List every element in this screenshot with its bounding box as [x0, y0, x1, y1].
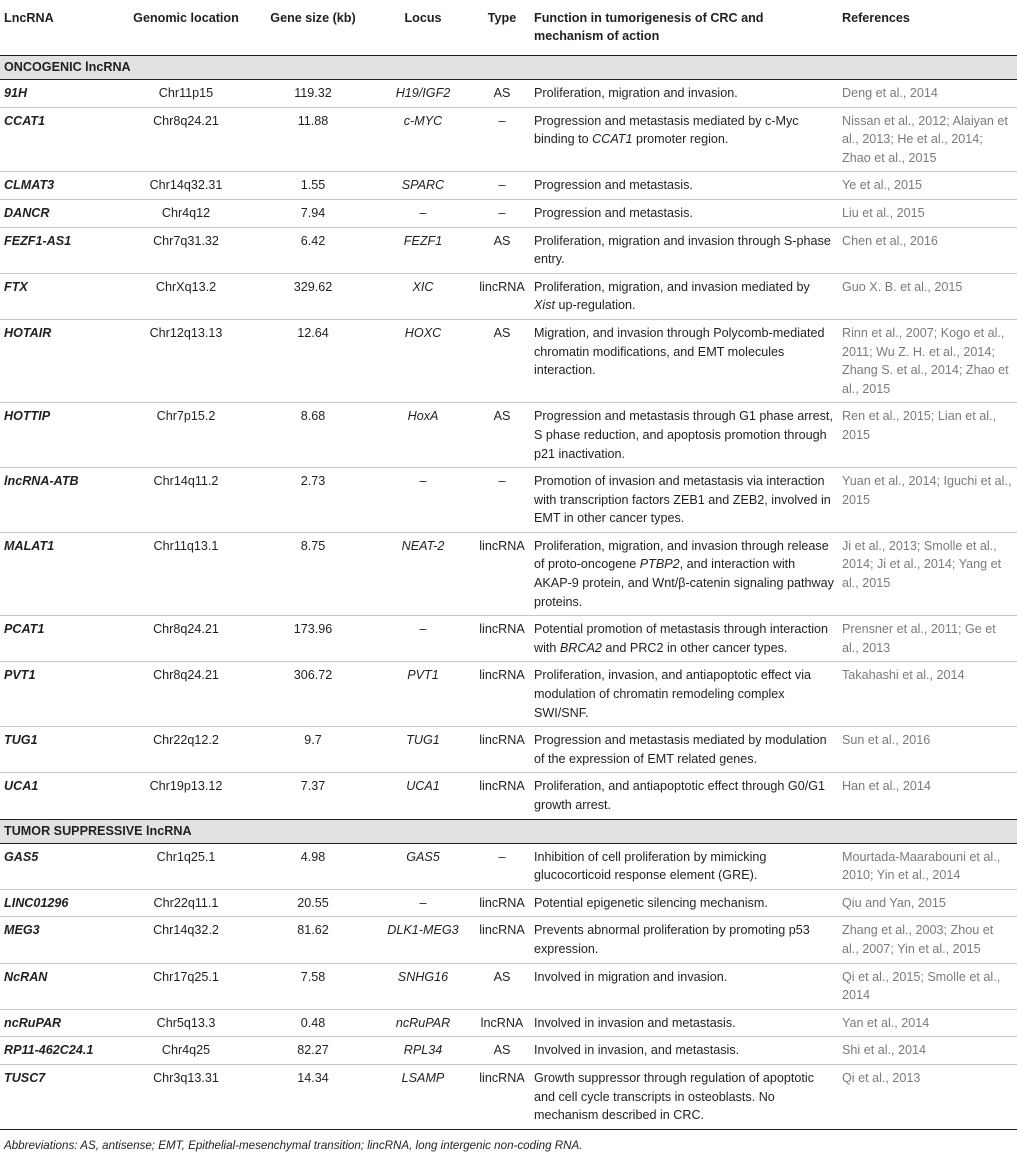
- function-text: Xist: [534, 298, 555, 313]
- gene-size: 7.58: [300, 969, 326, 984]
- type: lincRNA: [479, 895, 525, 910]
- locus: SPARC: [401, 178, 445, 193]
- lncrna-name: ncRuPAR: [4, 1015, 62, 1030]
- references: Yan et al., 2014: [842, 1015, 930, 1030]
- genomic-location: Chr1q25.1: [156, 849, 216, 864]
- genomic-location: Chr4q25: [161, 1043, 211, 1058]
- locus: PVT1: [407, 668, 439, 683]
- function-text: Progression and metastasis through G1 phase arrest, S phase reduction, and apoptosis promotion through p21 inactivation.: [534, 409, 833, 461]
- section-title: ONCOGENIC lncRNA: [0, 56, 1017, 80]
- function-text: , and interaction with AKAP-9 protein, and Wnt/β-catenin signaling pathway proteins.: [534, 557, 834, 609]
- header-function: Function in tumorigenesis of CRC and mechanism of action: [534, 11, 764, 43]
- section-title: TUMOR SUPPRESSIVE lncRNA: [0, 819, 1017, 843]
- references: Zhang et al., 2003; Zhou et al., 2007; Yin et al., 2015: [842, 923, 994, 956]
- function-text: Proliferation, migration, and invasion through release of proto-oncogene: [534, 538, 829, 572]
- table-row: [0, 172, 1017, 200]
- gene-size: 20.55: [297, 895, 329, 910]
- type: –: [498, 205, 506, 220]
- gene-size: 82.27: [297, 1043, 329, 1058]
- references: Takahashi et al., 2014: [842, 668, 965, 683]
- locus: XIC: [412, 279, 434, 294]
- type: lincRNA: [479, 923, 525, 938]
- type: –: [498, 113, 506, 128]
- function-text: Involved in invasion and metastasis.: [534, 1015, 736, 1030]
- type: lincRNA: [479, 279, 525, 294]
- gene-size: 119.32: [294, 86, 332, 100]
- references: Rinn et al., 2007; Kogo et al., 2011; Wu Z. H. et al., 2014; Zhang S. et al., 2014; Zhao et al., 2015: [842, 325, 1009, 396]
- genomic-location: Chr7q31.32: [153, 233, 219, 248]
- table-row: [0, 403, 1017, 468]
- lncrna-name: HOTTIP: [4, 409, 51, 424]
- table-body: [0, 56, 1017, 1130]
- table-row: [0, 889, 1017, 917]
- lncrna-name: lncRNA-ATB: [4, 474, 79, 489]
- references: Ye et al., 2015: [842, 178, 923, 193]
- lncrna-name: FTX: [4, 279, 28, 294]
- header-row: [0, 0, 1017, 56]
- locus: NEAT-2: [401, 538, 445, 553]
- gene-size: 1.55: [300, 178, 326, 193]
- function-description: [530, 1064, 838, 1129]
- type: AS: [493, 325, 511, 340]
- locus: DLK1-MEG3: [387, 923, 459, 938]
- function-text: Proliferation, migration and invasion.: [534, 86, 738, 100]
- locus: RPL34: [403, 1043, 443, 1058]
- function-text: Proliferation, migration and invasion through S-phase entry.: [534, 233, 831, 267]
- genomic-location: Chr11q13.1: [153, 538, 219, 553]
- type: lincRNA: [479, 668, 525, 683]
- locus: –: [419, 474, 427, 489]
- references: Mourtada-Maarabouni et al., 2010; Yin et al., 2014: [842, 849, 1001, 883]
- function-description: [530, 199, 838, 227]
- function-description: [530, 616, 838, 662]
- header-gene-size: Gene size (kb): [270, 11, 356, 25]
- table-row: [0, 1037, 1017, 1065]
- gene-size: 81.62: [297, 923, 329, 938]
- header-type: Type: [487, 11, 517, 25]
- locus: ncRuPAR: [395, 1015, 451, 1030]
- lncrna-name: RP11-462C24.1: [4, 1043, 94, 1058]
- function-text: Progression and metastasis mediated by c-Myc binding to: [534, 113, 799, 147]
- function-text: Involved in invasion, and metastasis.: [534, 1043, 740, 1058]
- references: Prensner et al., 2011; Ge et al., 2013: [842, 622, 996, 655]
- type: AS: [493, 1043, 511, 1058]
- gene-size: 0.48: [300, 1015, 326, 1030]
- references: Qi et al., 2015; Smolle et al., 2014: [842, 969, 1001, 1003]
- genomic-location: Chr22q11.1: [153, 895, 219, 910]
- locus: LSAMP: [401, 1070, 445, 1085]
- lncrna-name: CCAT1: [4, 113, 46, 128]
- gene-size: 7.37: [300, 779, 326, 794]
- locus: –: [419, 895, 427, 910]
- function-description: [530, 773, 838, 819]
- genomic-location: Chr14q11.2: [153, 474, 219, 489]
- lncrna-name: LINC01296: [4, 895, 69, 910]
- header-references: References: [842, 11, 910, 25]
- function-description: [530, 532, 838, 615]
- genomic-location: Chr17q25.1: [153, 969, 219, 984]
- type: lncRNA: [480, 1015, 524, 1030]
- lncrna-name: TUSC7: [4, 1070, 46, 1085]
- function-description: [530, 227, 838, 273]
- table-row: [0, 662, 1017, 727]
- function-description: [530, 917, 838, 963]
- table-row: [0, 107, 1017, 172]
- lncrna-name: HOTAIR: [4, 325, 52, 340]
- references: Ren et al., 2015; Lian et al., 2015: [842, 409, 997, 442]
- function-text: Prevents abnormal proliferation by promoting p53 expression.: [534, 923, 810, 956]
- genomic-location: Chr19p13.12: [149, 779, 223, 794]
- function-text: promoter region.: [632, 132, 729, 147]
- locus: GAS5: [406, 849, 440, 864]
- references: Guo X. B. et al., 2015: [842, 279, 963, 294]
- function-description: [530, 963, 838, 1009]
- function-description: [530, 319, 838, 402]
- function-description: [530, 403, 838, 468]
- locus: FEZF1: [403, 233, 443, 248]
- lncrna-name: MALAT1: [4, 538, 55, 553]
- function-text: up-regulation.: [555, 298, 636, 313]
- genomic-location: Chr14q32.31: [149, 178, 223, 193]
- function-text: Inhibition of cell proliferation by mimicking glucocorticoid response element (GRE).: [534, 849, 767, 883]
- genomic-location: Chr12q13.13: [149, 325, 223, 340]
- genomic-location: Chr8q24.21: [153, 113, 219, 128]
- lncrna-name: MEG3: [4, 923, 40, 938]
- references: Nissan et al., 2012; Alaiyan et al., 2013; He et al., 2014; Zhao et al., 2015: [842, 113, 1008, 165]
- lncrna-name: PVT1: [4, 668, 36, 683]
- gene-size: 9.7: [304, 733, 322, 748]
- gene-size: 329.62: [293, 279, 333, 294]
- function-description: [530, 80, 838, 108]
- table-header: [0, 0, 1017, 56]
- references: Qi et al., 2013: [842, 1070, 921, 1085]
- table-row: [0, 1064, 1017, 1129]
- type: lincRNA: [479, 622, 525, 637]
- function-text: Migration, and invasion through Polycomb-mediated chromatin modifications, and EMT molecules interaction.: [534, 325, 825, 378]
- genomic-location: Chr14q32.2: [153, 923, 219, 938]
- references: Yuan et al., 2014; Iguchi et al., 2015: [842, 474, 1012, 507]
- genomic-location: Chr8q24.21: [153, 622, 219, 637]
- function-text: CCAT1: [592, 132, 633, 147]
- lncrna-name: FEZF1-AS1: [4, 233, 72, 248]
- genomic-location: Chr22q12.2: [153, 733, 219, 748]
- table-row: [0, 843, 1017, 889]
- gene-size: 306.72: [293, 668, 333, 683]
- references: Liu et al., 2015: [842, 205, 925, 220]
- locus: –: [419, 622, 427, 637]
- function-description: [530, 107, 838, 172]
- type: AS: [493, 969, 511, 984]
- gene-size: 6.42: [300, 233, 326, 248]
- locus: H19/IGF2: [395, 86, 451, 100]
- function-text: Growth suppressor through regulation of apoptotic and cell cycle transcripts in osteoblasts. No mechanism described in CRC.: [534, 1070, 815, 1123]
- type: –: [498, 178, 506, 193]
- lncrna-name: CLMAT3: [4, 178, 55, 193]
- locus: HoxA: [407, 409, 439, 424]
- type: –: [498, 474, 506, 489]
- type: lincRNA: [479, 733, 525, 748]
- genomic-location: Chr11p15: [158, 86, 214, 100]
- gene-size: 2.73: [300, 474, 326, 489]
- function-description: [530, 172, 838, 200]
- function-text: Proliferation, and antiapoptotic effect through G0/G1 growth arrest.: [534, 779, 826, 812]
- table-row: [0, 199, 1017, 227]
- table-row: [0, 616, 1017, 662]
- gene-size: 14.34: [297, 1070, 329, 1085]
- function-description: [530, 662, 838, 727]
- table-footnote: Abbreviations: AS, antisense; EMT, Epithelial-mesenchymal transition; lincRNA, long intergenic non-coding RNA.: [4, 1138, 583, 1152]
- references: Chen et al., 2016: [842, 233, 938, 248]
- function-text: Potential promotion of metastasis through interaction with: [534, 622, 829, 655]
- function-description: [530, 843, 838, 889]
- header-lncrna: LncRNA: [4, 11, 54, 25]
- type: lincRNA: [479, 779, 525, 794]
- references: Shi et al., 2014: [842, 1043, 927, 1058]
- references: Qiu and Yan, 2015: [842, 895, 946, 910]
- table-row: [0, 532, 1017, 615]
- gene-size: 4.98: [300, 849, 326, 864]
- type: –: [498, 849, 506, 864]
- table-row: [0, 227, 1017, 273]
- table-row: [0, 319, 1017, 402]
- function-text: BRCA2: [559, 640, 602, 655]
- lncrna-name: 91H: [4, 86, 28, 100]
- function-text: Involved in migration and invasion.: [534, 969, 728, 984]
- function-text: PTBP2: [639, 557, 680, 572]
- references: Han et al., 2014: [842, 779, 931, 794]
- lncrna-name: GAS5: [4, 849, 39, 864]
- type: AS: [493, 409, 511, 424]
- header-genomic-location: Genomic location: [133, 11, 239, 25]
- section-row: [0, 56, 1017, 80]
- lncrna-name: DANCR: [4, 205, 50, 220]
- function-description: [530, 1037, 838, 1065]
- genomic-location: Chr7p15.2: [156, 409, 216, 424]
- header-locus: Locus: [404, 11, 442, 25]
- genomic-location: ChrXq13.2: [155, 279, 217, 294]
- function-description: [530, 273, 838, 319]
- function-description: [530, 468, 838, 533]
- table-row: [0, 80, 1017, 108]
- locus: TUG1: [406, 733, 440, 748]
- function-text: Potential epigenetic silencing mechanism.: [534, 895, 768, 910]
- gene-size: 12.64: [297, 325, 329, 340]
- lncrna-name: UCA1: [4, 779, 39, 794]
- type: lincRNA: [479, 538, 525, 553]
- type: AS: [493, 86, 511, 100]
- locus: UCA1: [406, 779, 440, 794]
- lncrna-name: TUG1: [4, 733, 38, 748]
- function-text: Proliferation, invasion, and antiapoptotic effect via modulation of chromatin remodeling complex SWI/SNF.: [534, 668, 812, 720]
- section-row: [0, 819, 1017, 843]
- function-text: Progression and metastasis.: [534, 178, 693, 193]
- references: Deng et al., 2014: [842, 86, 938, 100]
- table-row: [0, 468, 1017, 533]
- gene-size: 8.75: [300, 538, 326, 553]
- table-row: [0, 773, 1017, 819]
- table-row: [0, 727, 1017, 773]
- genomic-location: Chr5q13.3: [156, 1015, 216, 1030]
- table-row: [0, 917, 1017, 963]
- locus: c-MYC: [403, 113, 443, 128]
- function-text: and PRC2 in other cancer types.: [601, 640, 788, 655]
- function-description: [530, 1009, 838, 1037]
- references: Ji et al., 2013; Smolle et al., 2014; Ji et al., 2014; Yang et al., 2015: [842, 538, 1002, 591]
- function-text: Progression and metastasis.: [534, 205, 693, 220]
- locus: HOXC: [404, 325, 442, 340]
- type: AS: [493, 233, 511, 248]
- genomic-location: Chr4q12: [161, 205, 211, 220]
- gene-size: 8.68: [300, 409, 326, 424]
- type: lincRNA: [479, 1070, 525, 1085]
- lncrna-name: NcRAN: [4, 969, 48, 984]
- table-row: [0, 963, 1017, 1009]
- references: Sun et al., 2016: [842, 733, 931, 748]
- function-text: Proliferation, migration, and invasion mediated by: [534, 279, 810, 294]
- genomic-location: Chr8q24.21: [153, 668, 219, 683]
- table-row: [0, 273, 1017, 319]
- locus: SNHG16: [397, 969, 449, 984]
- function-description: [530, 727, 838, 773]
- gene-size: 7.94: [300, 205, 326, 220]
- function-text: Progression and metastasis mediated by modulation of the expression of EMT related genes.: [534, 733, 827, 766]
- function-text: Promotion of invasion and metastasis via interaction with transcription factors ZEB1 and ZEB2, involved in EMT in other cancer types.: [534, 474, 831, 526]
- gene-size: 173.96: [293, 622, 333, 637]
- function-description: [530, 889, 838, 917]
- gene-size: 11.88: [297, 113, 329, 128]
- genomic-location: Chr3q13.31: [153, 1070, 219, 1085]
- table-row: [0, 1009, 1017, 1037]
- lncrna-name: PCAT1: [4, 622, 45, 637]
- locus: –: [419, 205, 427, 220]
